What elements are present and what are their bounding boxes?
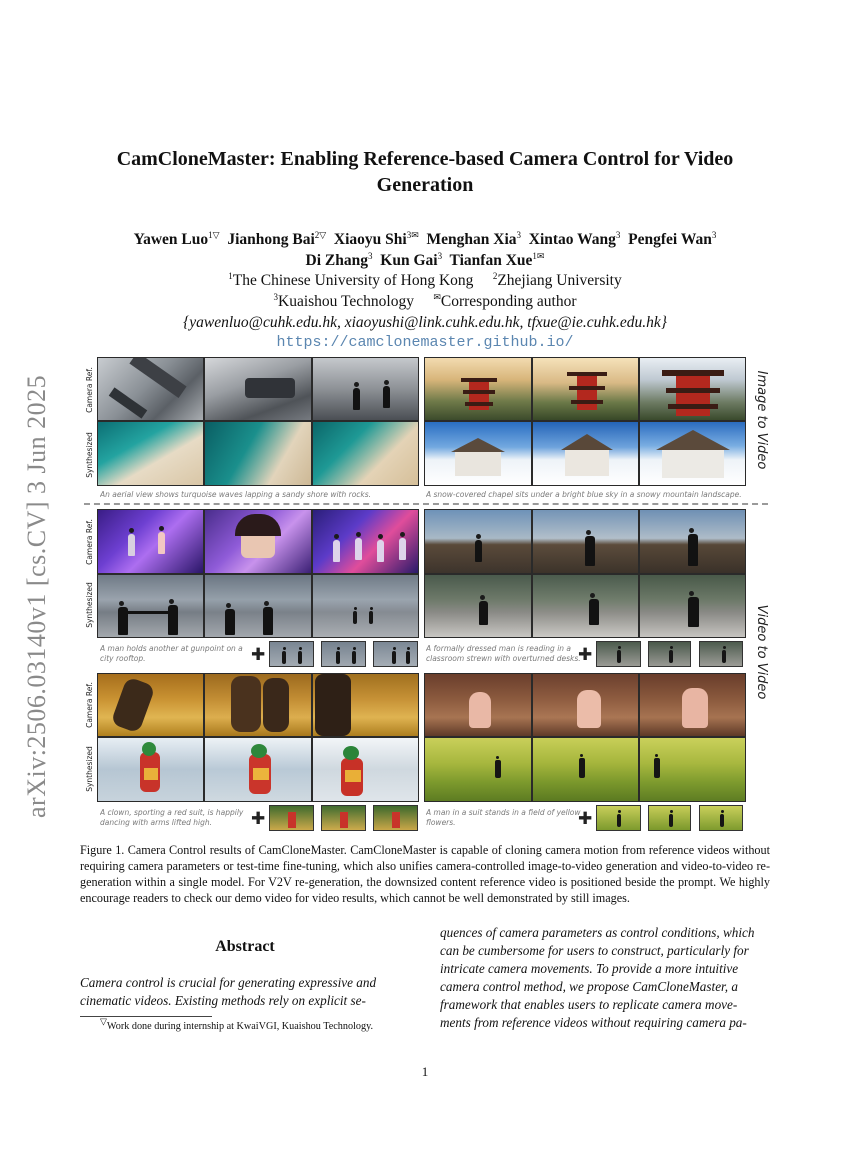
abstract-line: camera control method, we propose CamCloneMaster, a (440, 979, 738, 994)
frame-silhouette-2 (532, 509, 639, 574)
frame-concert-2 (204, 509, 312, 574)
abstract-line: cinematic videos. Existing methods rely on explicit se- (80, 993, 366, 1008)
frame-classroom-2 (532, 574, 639, 638)
caption-line: city rooftop. (100, 654, 146, 663)
row-label-camera-ref: Camera Ref. (85, 519, 94, 565)
row-label-synthesized: Synthesized (85, 432, 94, 478)
abstract-line: ments from reference videos without requiring camera pa- (440, 1015, 747, 1030)
author-name: Di Zhang (305, 252, 369, 269)
footnote (80, 1016, 420, 1033)
frame-chapel-2 (532, 421, 639, 486)
frame-classroom-1 (424, 574, 532, 638)
figure-separator (84, 503, 768, 505)
content-ref-thumb (648, 805, 691, 831)
abstract-column-1 (80, 974, 410, 1010)
plus-icon: ✚ (578, 645, 593, 665)
frame-shore-3 (312, 421, 419, 486)
caption-line: A formally dressed man is reading in a (426, 644, 572, 653)
paper-title (80, 146, 770, 198)
caption-shore: An aerial view shows turquoise waves lapping a sandy shore with rocks. (100, 490, 372, 499)
frame-concert-1 (97, 509, 204, 574)
frame-silhouette-3 (639, 509, 746, 574)
row-label-synthesized: Synthesized (85, 746, 94, 792)
author-mark: 3 (711, 229, 717, 240)
caption-chapel: A snow-covered chapel sits under a bright blue sky in a snowy mountain landscape. (426, 490, 742, 499)
affiliations-line-2 (70, 293, 780, 311)
figure-caption: Figure 1. Camera Control results of CamCloneMaster. CamCloneMaster is capable of cloning camera motion from reference videos without requiring camera parameters or test-time fine-tuning, which also unifies camera-controlled image-to-video generation and video-to-video re-generation within a single model. For V2V re-generation, the downsized content reference video is positioned beside the prompt. We highly encourage readers to check our demo video for video results, which cannot be well demonstrated by still images. (80, 843, 770, 905)
content-ref-thumb (699, 641, 743, 667)
abstract-line: quences of camera parameters as control conditions, which (440, 925, 755, 940)
content-ref-thumb (373, 641, 418, 667)
caption-line: classroom strewn with overturned desks. (426, 654, 581, 663)
side-label-image-to-video: Image to Video (754, 370, 769, 470)
author-name: Xintao Wang (528, 231, 616, 248)
caption-line: A man holds another at gunpoint on a (100, 644, 243, 653)
content-ref-thumb (373, 805, 418, 831)
plus-icon: ✚ (578, 809, 593, 829)
frame-shore-2 (204, 421, 312, 486)
frame-room-1 (424, 673, 532, 737)
row-label-camera-ref: Camera Ref. (85, 682, 94, 728)
frame-flowers-3 (639, 737, 746, 802)
content-ref-thumb (321, 641, 366, 667)
project-url-link[interactable]: https://camclonemaster.github.io/ (276, 334, 574, 351)
author-mark: 3✉ (406, 229, 419, 240)
affiliation: Zhejiang University (497, 272, 622, 289)
author-mark: 1▽ (208, 229, 220, 240)
author-name: Pengfei Wan (628, 231, 712, 248)
content-ref-thumb (596, 641, 641, 667)
affiliation-mark: 1 (228, 270, 233, 281)
abstract-column-2 (440, 924, 770, 1032)
caption-gunpoint (100, 644, 260, 664)
caption-suit (426, 808, 586, 828)
frame-shore-1 (97, 421, 204, 486)
frame-clown-2 (204, 737, 312, 802)
row-label-camera-ref: Camera Ref. (85, 367, 94, 413)
abstract-line: can be cumbersome for users to construct, particularly for (440, 943, 749, 958)
frame-pagoda-3 (639, 357, 746, 421)
content-ref-thumb (269, 805, 314, 831)
title-line-2: Generation (376, 174, 474, 196)
abstract-line: Camera control is crucial for generating expressive and (80, 975, 377, 990)
content-ref-thumb (596, 805, 641, 831)
footnote-text: Work done during internship at KwaiVGI, Kuaishou Technology. (106, 1021, 374, 1032)
author-mark: 3 (615, 229, 621, 240)
affiliation-mark: 2 (492, 270, 498, 281)
frame-silhouette-1 (424, 509, 532, 574)
author-mark: 2▽ (314, 229, 327, 240)
author-name: Yawen Luo (133, 231, 209, 248)
frame-pagoda-1 (424, 357, 532, 421)
frame-rooftop-3 (312, 574, 419, 638)
author-mark: 1✉ (532, 250, 545, 261)
author-name: Jianhong Bai (227, 231, 315, 248)
frame-street-aerial-2 (204, 357, 312, 421)
frame-wheat-1 (97, 673, 204, 737)
frame-wheat-2 (204, 673, 312, 737)
frame-concert-3 (312, 509, 419, 574)
content-ref-thumb (699, 805, 743, 831)
caption-line: flowers. (426, 818, 456, 827)
caption-reading (426, 644, 586, 664)
plus-icon: ✚ (251, 645, 266, 665)
author-emails: {yawenluo@cuhk.edu.hk, xiaoyushi@link.cuhk.edu.hk, tfxue@ie.cuhk.edu.hk} (183, 314, 667, 331)
frame-classroom-3 (639, 574, 746, 638)
frame-flowers-1 (424, 737, 532, 802)
author-mark: 3 (368, 250, 373, 261)
abstract-line: intricate camera movements. To provide a more intuitive (440, 961, 739, 976)
side-label-video-to-video: Video to Video (754, 604, 769, 700)
author-name: Menghan Xia (426, 231, 517, 248)
caption-line: A clown, sporting a red suit, is happily (100, 808, 244, 817)
affiliation: The Chinese University of Hong Kong (232, 272, 474, 289)
footnote-mark: ▽ (100, 1016, 107, 1027)
frame-rooftop-1 (97, 574, 204, 638)
affiliation: Kuaishou Technology (278, 293, 414, 310)
affiliation-mark: 3 (273, 291, 278, 302)
frame-clown-3 (312, 737, 419, 802)
author-name: Xiaoyu Shi (333, 231, 407, 248)
page-number: 1 (421, 1064, 429, 1079)
affiliations-line-1 (70, 272, 780, 290)
frame-wheat-3 (312, 673, 419, 737)
frame-room-3 (639, 673, 746, 737)
author-list-line-2 (70, 252, 780, 270)
plus-icon: ✚ (251, 809, 266, 829)
title-line-1: CamCloneMaster: Enabling Reference-based Camera Control for Video (116, 148, 734, 170)
frame-clown-1 (97, 737, 204, 802)
content-ref-thumb (321, 805, 366, 831)
frame-street-aerial-1 (97, 357, 204, 421)
frame-pagoda-2 (532, 357, 639, 421)
frame-room-2 (532, 673, 639, 737)
caption-clown (100, 808, 260, 828)
abstract-heading: Abstract (215, 938, 275, 955)
arxiv-identifier: arXiv:2506.03140v1 [cs.CV] 3 Jun 2025 (22, 374, 51, 818)
mail-icon: ✉ (433, 291, 441, 302)
frame-flowers-2 (532, 737, 639, 802)
content-ref-thumb (648, 641, 691, 667)
author-mark: 3 (437, 250, 443, 261)
frame-chapel-1 (424, 421, 532, 486)
frame-street-aerial-3 (312, 357, 419, 421)
author-mark: 3 (516, 229, 522, 240)
frame-chapel-3 (639, 421, 746, 486)
author-name: Kun Gai (380, 252, 438, 269)
frame-rooftop-2 (204, 574, 312, 638)
author-name: Tianfan Xue (449, 252, 533, 269)
caption-line: A man in a suit stands in a field of yellow (426, 808, 581, 817)
abstract-line: framework that enables users to replicate camera move- (440, 997, 738, 1012)
corresponding-note: Corresponding author (440, 293, 577, 310)
caption-line: dancing with arms lifted high. (100, 818, 213, 827)
author-list-line-1 (70, 231, 780, 249)
content-ref-thumb (269, 641, 314, 667)
row-label-synthesized: Synthesized (85, 582, 94, 628)
